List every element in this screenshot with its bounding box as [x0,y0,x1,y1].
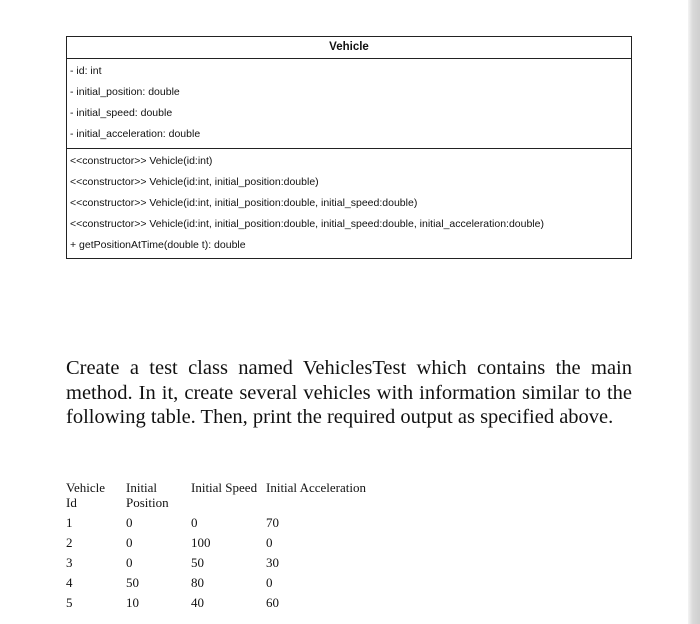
cell-initial-acceleration: 60 [266,595,279,610]
table-row [66,553,396,573]
header-line: Position [126,495,169,510]
cell-vehicle-id: 4 [66,575,73,590]
uml-class-name: Vehicle [67,37,631,59]
cell-initial-speed: 80 [191,575,204,590]
cell-initial-position: 50 [126,575,139,590]
table-row [66,533,396,553]
header-line: Initial [126,480,158,495]
cell-vehicle-id: 3 [66,555,73,570]
cell-initial-position: 0 [126,555,133,570]
header-line: Vehicle [66,480,105,495]
table-header-row [66,480,396,513]
header-vehicle-id [66,480,126,513]
header-initial-speed: Initial Speed [191,480,258,495]
cell-initial-position: 10 [126,595,139,610]
cell-initial-speed: 100 [191,535,211,550]
cell-initial-acceleration: 30 [266,555,279,570]
vehicle-data-table [66,480,396,613]
uml-method: <<constructor>> Vehicle(id:int, initial_position:double, initial_speed:double, initial_acceleration:double) [70,218,544,230]
cell-initial-acceleration: 0 [266,535,273,550]
cell-initial-position: 0 [126,535,133,550]
uml-method: <<constructor>> Vehicle(id:int, initial_position:double, initial_speed:double) [70,197,418,209]
uml-attribute: - id: int [70,65,102,77]
uml-methods [67,148,631,258]
uml-attribute: - initial_acceleration: double [70,128,201,140]
uml-method: + getPositionAtTime(double t): double [70,239,246,251]
cell-initial-acceleration: 0 [266,575,273,590]
table-row [66,513,396,533]
cell-initial-acceleration: 70 [266,515,279,530]
cell-initial-speed: 40 [191,595,204,610]
page-edge-shadow [688,0,700,624]
instructions-text: Create a test class named VehiclesTest which contains the main method. In it, create several vehicles with information similar to the following table. Then, print the required output as specified above. [66,357,632,428]
uml-attribute: - initial_speed: double [70,107,173,119]
cell-vehicle-id: 1 [66,515,73,530]
header-initial-acceleration: Initial Acceleration [266,480,366,495]
cell-vehicle-id: 5 [66,595,73,610]
header-line: Id [66,495,77,510]
header-initial-position [126,480,191,513]
table-row [66,593,396,613]
uml-attributes [67,59,631,148]
uml-attribute: - initial_position: double [70,86,180,98]
cell-vehicle-id: 2 [66,535,73,550]
uml-method: <<constructor>> Vehicle(id:int) [70,155,213,167]
cell-initial-speed: 0 [191,515,198,530]
uml-class-diagram [66,36,632,259]
cell-initial-speed: 50 [191,555,204,570]
uml-method: <<constructor>> Vehicle(id:int, initial_position:double) [70,176,319,188]
cell-initial-position: 0 [126,515,133,530]
table-row [66,573,396,593]
